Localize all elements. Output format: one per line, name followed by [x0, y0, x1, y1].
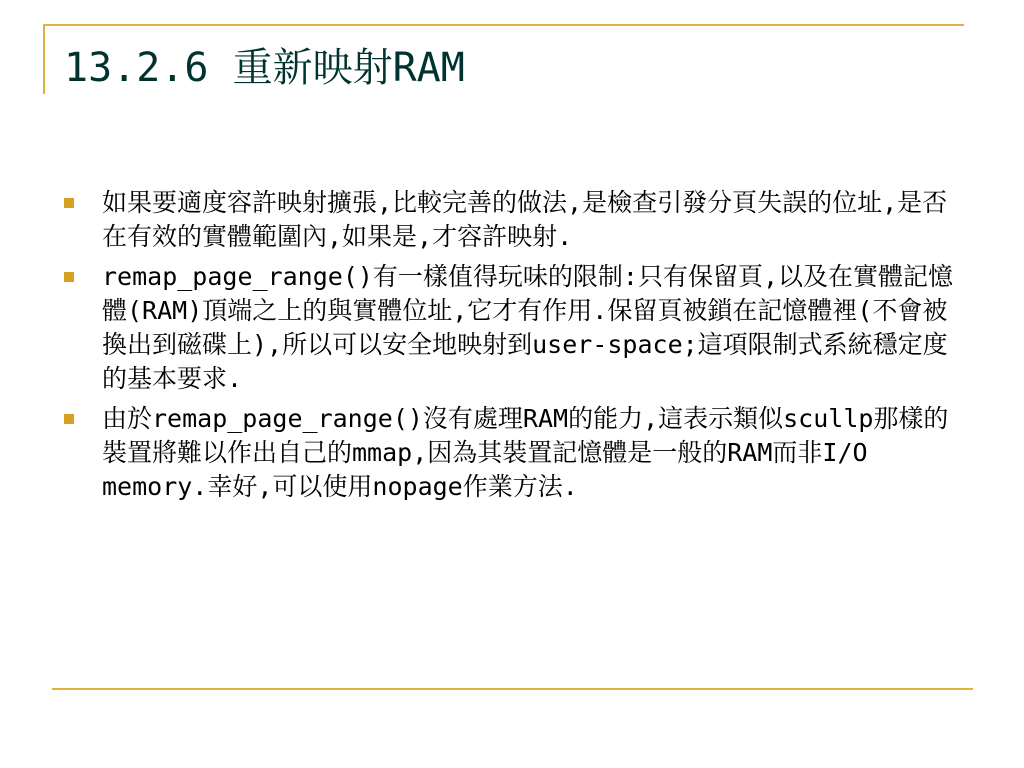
frame-top-line [43, 24, 964, 26]
bullet-item [64, 186, 964, 254]
frame-bottom-line [52, 688, 973, 690]
square-bullet-icon [64, 198, 74, 208]
bullet-text: 如果要適度容許映射擴張,比較完善的做法,是檢查引發分頁失誤的位址,是否在有效的實體範圍內,如果是,才容許映射. [102, 188, 948, 251]
square-bullet-icon [64, 272, 74, 282]
bullet-text: remap_page_range()有一樣值得玩味的限制:只有保留頁,以及在實體記憶體(RAM)頂端之上的與實體位址,它才有作用.保留頁被鎖在記憶體裡(不會被換出到磁碟上),所以可以安全地映射到user-space;這項限制式系統穩定度的基本要求. [102, 262, 954, 393]
square-bullet-icon [64, 414, 74, 424]
bullet-list [64, 186, 964, 504]
slide-title: 13.2.6 重新映射RAM [64, 45, 465, 91]
bullet-item [64, 402, 964, 504]
bullet-item [64, 260, 964, 396]
bullet-text: 由於remap_page_range()沒有處理RAM的能力,這表示類似scullp那樣的裝置將難以作出自己的mmap,因為其裝置記憶體是一般的RAM而非I/O memory.幸好,可以使用nopage作業方法. [102, 404, 949, 501]
frame-left-line [43, 24, 45, 94]
